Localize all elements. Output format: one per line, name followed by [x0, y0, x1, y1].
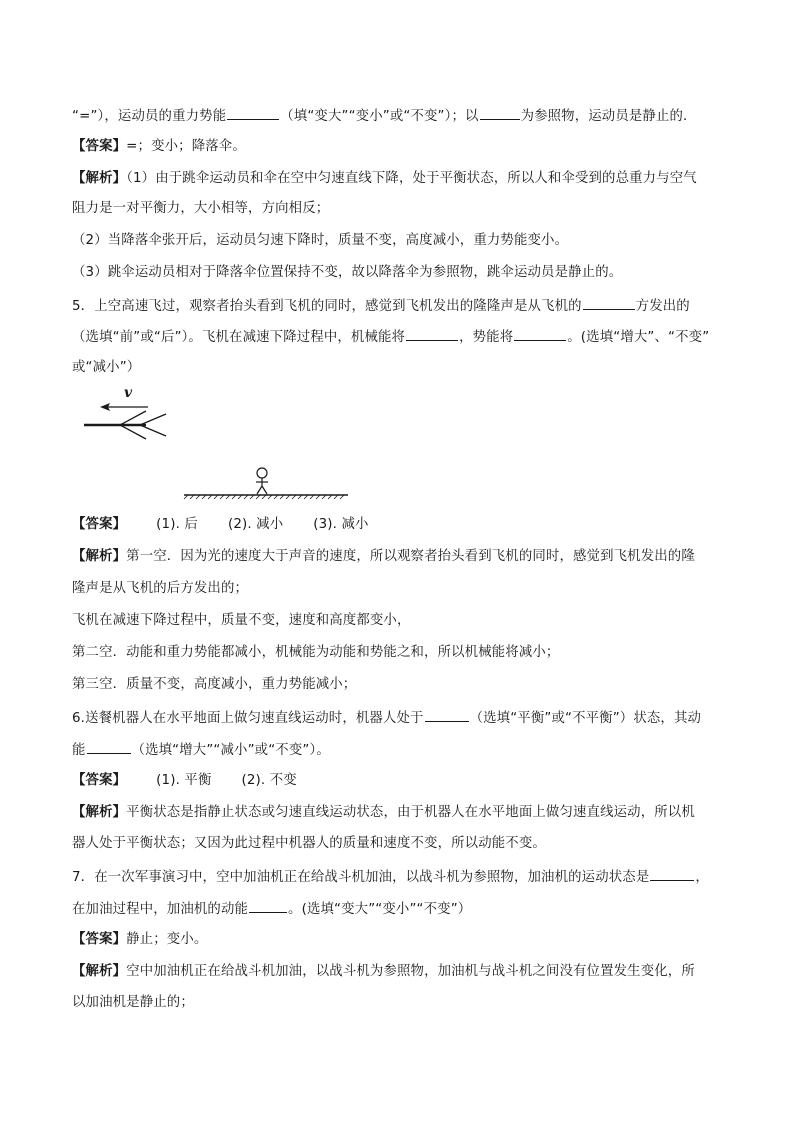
q7-stem-1 — [72, 867, 709, 887]
q5-stem-2 — [72, 327, 709, 347]
analysis-text: 器人处于平衡状态；又因为此过程中机器人的质量和速度不变，所以动能不变。 — [72, 836, 546, 851]
observer-person-icon — [256, 468, 268, 494]
answer-blank — [514, 327, 566, 341]
q5-text: 或“减小”） — [72, 360, 141, 375]
answer-label: 【答案】 — [72, 139, 127, 154]
q4-continuation — [72, 106, 697, 126]
analysis-text: 以加油机是静止的； — [72, 995, 194, 1010]
answer-blank — [87, 740, 131, 754]
answer-text: 静止；变小。 — [126, 932, 208, 947]
q7-stem-2 — [72, 899, 471, 919]
answer-blank — [480, 106, 520, 120]
q5-stem-1 — [72, 296, 690, 316]
analysis-text: 第三空．质量不变，高度减小，重力势能减小； — [72, 677, 357, 692]
q5-text: 方发出的 — [635, 299, 690, 314]
q6-analysis-1 — [72, 804, 695, 822]
analysis-label: 【解析】 — [72, 964, 127, 979]
analysis-text: 平衡状态是指静止状态或匀速直线运动状态，由于机器人在水平地面上做匀速直线运动，所以机 — [126, 805, 695, 820]
analysis-text: 第一空．因为光的速度大于声音的速度，所以观察者抬头看到飞机的同时，感觉到飞机发出的隆 — [126, 549, 695, 564]
airplane-observer-figure — [80, 383, 380, 503]
answer-blank — [406, 327, 458, 341]
analysis-text: 第二空．动能和重力势能都减小，机械能为动能和势能之和，所以机械能将减小； — [72, 645, 560, 660]
answer-item: (1). 后 — [156, 517, 198, 532]
analysis-text: （1）由于跳伞运动员和伞在空中匀速直线下降，处于平衡状态，所以人和伞受到的总重力与空气 — [126, 171, 697, 186]
q7-text: ， — [695, 870, 709, 885]
analysis-text: 空中加油机正在给战斗机加油，以战斗机为参照物，加油机与战斗机之间没有位置发生变化，所 — [126, 964, 695, 979]
q7-answer — [72, 931, 207, 949]
answer-blank — [227, 106, 279, 120]
analysis-label: 【解析】 — [72, 171, 127, 186]
answer-label: 【答案】 — [72, 773, 127, 788]
q4-text-b: （填“变大”“变小”或“不变”）；以 — [280, 109, 479, 124]
answer-item: (2). 不变 — [241, 773, 297, 788]
q6-text: 能 — [72, 743, 86, 758]
q4-answer — [72, 138, 246, 156]
answer-blank — [650, 867, 694, 881]
q5-answer — [72, 516, 369, 534]
q4-text-a: “=”），运动员的重力势能 — [72, 109, 227, 124]
q7-text: 。(选填“变大”“变小”“不变”） — [288, 902, 472, 917]
answer-text: =；变小；降落伞。 — [126, 139, 246, 154]
q5-analysis-1 — [72, 548, 695, 566]
q7-analysis-1 — [72, 963, 695, 981]
analysis-text: 阻力是一对平衡力，大小相等，方向相反； — [72, 201, 330, 216]
answer-label: 【答案】 — [72, 517, 127, 532]
answer-item: (3). 减小 — [313, 517, 369, 532]
velocity-label: v — [124, 385, 133, 401]
q5-text: （选填“前”或“后”）。飞机在减速下降过程中，机械能将 — [72, 330, 406, 345]
answer-blank — [425, 708, 469, 722]
q6-stem-2 — [72, 740, 330, 760]
q6-text: （选填“增大”“减小”或“不变”）。 — [131, 743, 330, 758]
q7-text: 在加油过程中，加油机的动能 — [72, 902, 249, 917]
q6-answer — [72, 772, 297, 790]
q6-stem-1 — [72, 708, 701, 728]
analysis-text: （3）跳伞运动员相对于降落伞位置保持不变，故以降落伞为参照物，跳伞运动员是静止的。 — [72, 265, 623, 280]
analysis-text: 隆声是从飞机的后方发出的； — [72, 581, 249, 596]
q4-text-c: 为参照物，运动员是静止的． — [520, 109, 697, 124]
analysis-label: 【解析】 — [72, 549, 127, 564]
answer-item: (2). 减小 — [227, 517, 284, 532]
q4-analysis-1 — [72, 170, 697, 188]
q7-text: 7．在一次军事演习中，空中加油机正在给战斗机加油，以战斗机为参照物，加油机的运动状态是 — [72, 870, 650, 885]
analysis-text: 飞机在减速下降过程中，质量不变，速度和高度都变小， — [72, 613, 411, 628]
analysis-text: （2）当降落伞张开后，运动员匀速下降时，质量不变，高度减小，重力势能变小。 — [72, 233, 569, 248]
q6-text: （选填“平衡”或“不平衡”）状态，其动 — [469, 711, 702, 726]
q5-text: 5．上空高速飞过，观察者抬头看到飞机的同时，感觉到飞机发出的隆隆声是从飞机的 — [72, 299, 582, 314]
answer-item: (1). 平衡 — [156, 773, 212, 788]
q6-text: 6.送餐机器人在水平地面上做匀速直线运动时，机器人处于 — [72, 711, 424, 726]
q5-text: 。(选填“增大”、“不变” — [567, 330, 710, 345]
answer-label: 【答案】 — [72, 932, 127, 947]
q5-text: ，势能将 — [459, 330, 514, 345]
answer-blank — [249, 899, 287, 913]
answer-blank — [583, 296, 635, 310]
analysis-label: 【解析】 — [72, 805, 127, 820]
